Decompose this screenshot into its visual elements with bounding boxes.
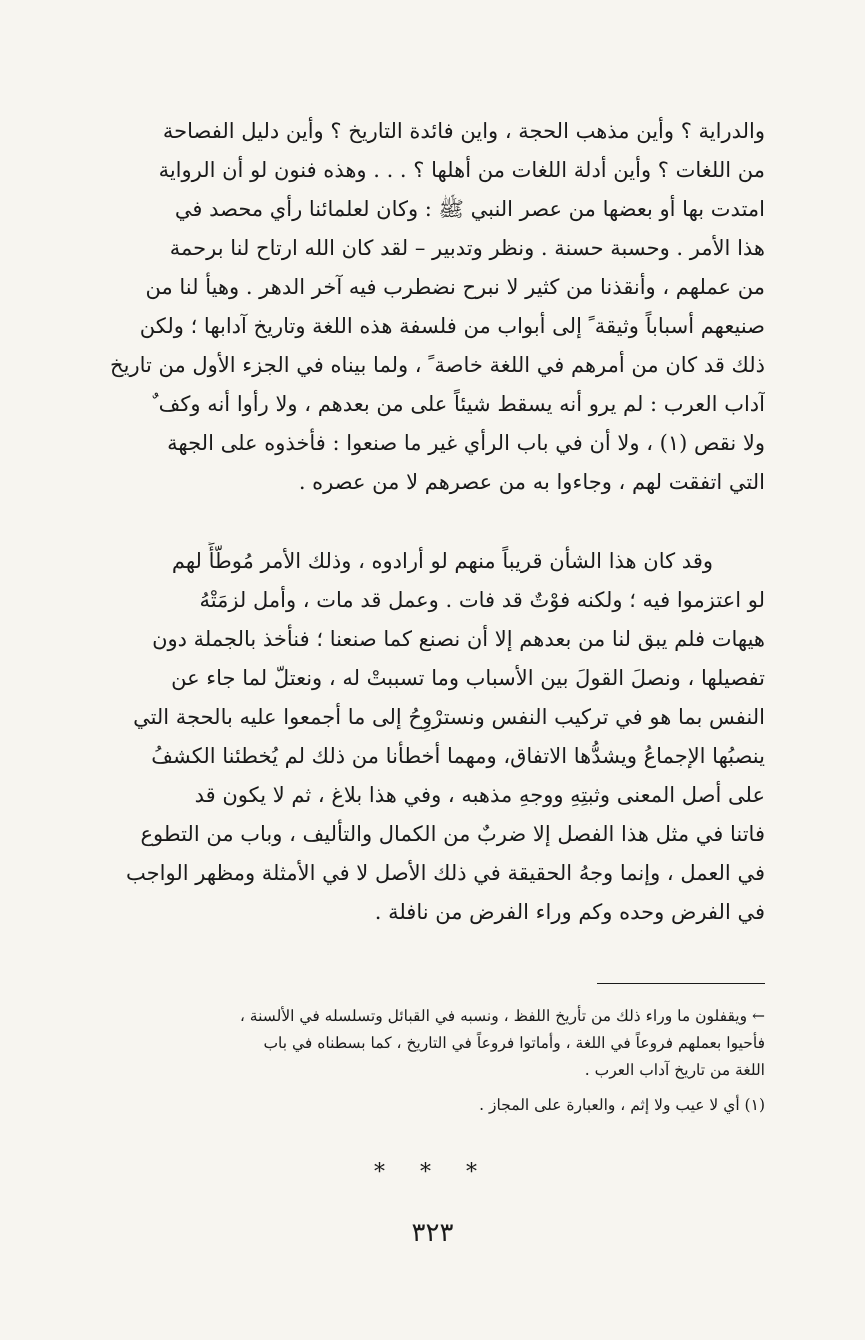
text-line: والدراية ؟ وأين مذهب الحجة ، واين فائدة التاريخ ؟ وأين دليل الفصاحة — [162, 119, 765, 143]
text-line: فاتنا في مثل هذا الفصل إلا ضربٌ من الكمال والتأليف ، وباب من التطوع — [140, 822, 765, 846]
page-number: ٣٢٣ — [411, 1218, 454, 1248]
footnote-line: اللغة من تاريخ آداب العرب . — [584, 1061, 765, 1079]
text-line: ولا نقص (١) ، ولا أن في باب الرأي غير ما صنعوا : فأخذوه على الجهة — [167, 431, 765, 455]
text-line: آداب العرب : لم يرو أنه يسقط شيئاً على من بعدهم ، ولا رأوا أنه وكف ٌ — [152, 392, 765, 416]
text-line: امتدت بها أو بعضها من عصر النبي ﷺ : وكان لعلمائنا رأي محصد في — [174, 197, 765, 221]
text-line: في العمل ، وإنما وجهُ الحقيقة في ذلك الأصل لا في الأمثلة ومظهر الواجب — [126, 861, 765, 885]
text-line: من اللغات ؟ وأين أدلة اللغات من أهلها ؟ . . . وهذه فنون لو أن الرواية — [158, 158, 765, 182]
text-line: على أصل المعنى وثبتِهِ ووجهِ مذهبه ، وفي هذا بلاغ ، ثم لا يكون قد — [194, 783, 765, 807]
footnotes — [100, 1003, 765, 1119]
text-line: من عملهم ، وأنقذنا من كثير لا نبرح نضطرب فيه آخر الدهر . وهيأ لنا من — [145, 275, 765, 299]
footnote-line: فأحيوا بعملهم فروعاً في اللغة ، وأماتوا فروعاً في التاريخ ، كما بسطناه في باب — [263, 1034, 765, 1052]
paragraph-2 — [100, 542, 765, 932]
section-ornament: * * * — [374, 1160, 491, 1185]
text-line: وقد كان هذا الشأن قريباً منهم لو أرادوه ، وذلك الأمر مُوطّأً لهم — [171, 549, 713, 573]
paragraph-1 — [100, 112, 765, 502]
text-line: ينصبُها الإجماعُ ويشدُّها الاتفاق، ومهما أخطأنا من ذلك لم يُخطئنا الكشفُ — [151, 744, 765, 768]
footnote-1: (١) أي لا عيب ولا إثم ، والعبارة على المجاز . — [479, 1096, 765, 1114]
footnote-separator — [597, 983, 765, 984]
text-line: تفصيلها ، ونصلَ القولَ بين الأسباب وما تسببتْ له ، ونعتلّ لما جاء عن — [171, 666, 765, 690]
text-line: في الفرض وحده وكم وراء الفرض من نافلة . — [374, 900, 765, 924]
text-line: صنيعهم أسباباً وثيقة ً إلى أبواب من فلسفة هذه اللغة وتاريخ آدابها ؛ ولكن — [139, 314, 765, 338]
text-line: لو اعتزموا فيه ؛ ولكنه فوْتٌ قد فات . وعمل قد مات ، وأمل لزمَتْهُ — [199, 588, 765, 612]
text-line: ذلك قد كان من أمرهم في اللغة خاصة ً ، ولما بيناه في الجزء الأول من تاريخ — [110, 353, 765, 377]
text-line: النفس بما هو في تركيب النفس ونسترْوِحُ إلى ما أجمعوا عليه بالحجة التي — [133, 705, 765, 729]
text-line: هيهات فلم يبق لنا من بعدهم إلا أن نصنع كما صنعنا ؛ فنأخذ بالجملة دون — [152, 627, 765, 651]
footnote-line: ← ويقفلون ما وراء ذلك من تأريخ اللفظ ، ونسبه في القبائل وتسلسله في الألسنة ، — [239, 1007, 765, 1025]
text-line: هذا الأمر . وحسبة حسنة . ونظر وتدبير – لقد كان الله ارتاح لنا برحمة — [169, 236, 765, 260]
text-line: التي اتفقت لهم ، وجاءوا به من عصرهم لا من عصره . — [298, 470, 765, 494]
